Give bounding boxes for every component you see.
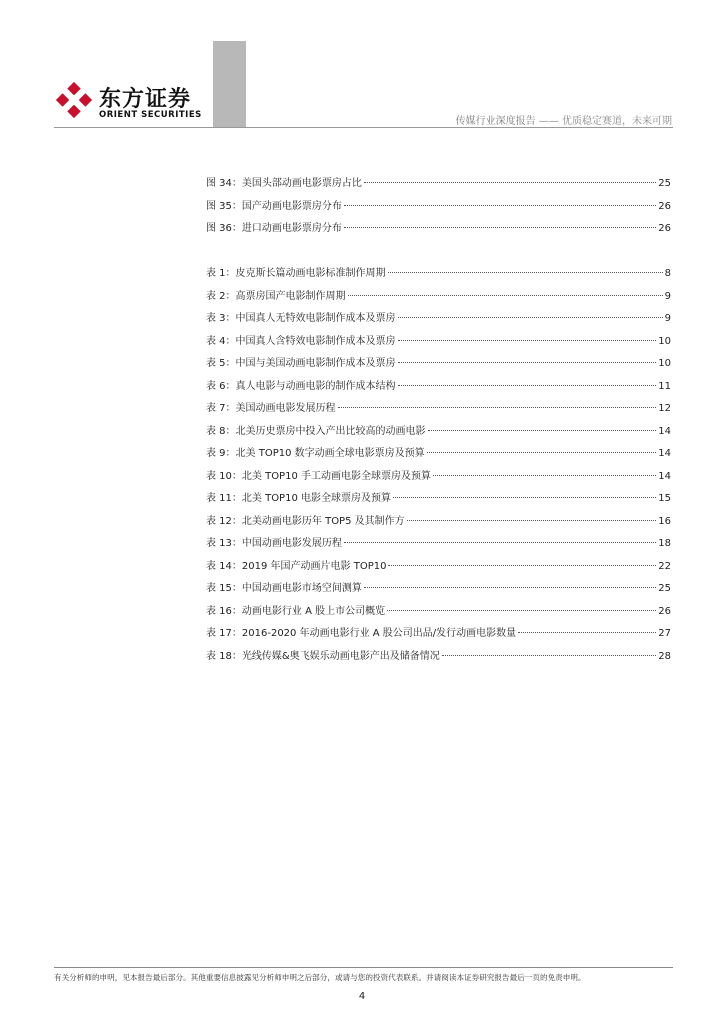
toc-entry[interactable]	[206, 534, 671, 557]
toc-entry[interactable]	[206, 219, 671, 242]
toc-page: 15	[658, 493, 671, 504]
toc-entry[interactable]	[206, 624, 671, 647]
toc-entry[interactable]	[206, 444, 671, 467]
dot-leader	[398, 317, 663, 318]
figure-list	[206, 174, 671, 242]
dot-leader	[388, 565, 656, 566]
toc-label: 表 12：北美动画电影历年 TOP5 及其制作方	[206, 515, 405, 527]
toc-label: 表 18：光线传媒&奥飞娱乐动画电影产出及储备情况	[206, 650, 440, 662]
toc-entry[interactable]	[206, 512, 671, 535]
page-number: 4	[358, 991, 366, 1002]
toc-page: 10	[658, 358, 671, 369]
report-subtitle: —— 优质稳定赛道，未来可期	[538, 116, 672, 127]
toc-page: 10	[658, 335, 671, 347]
toc-page: 26	[658, 200, 671, 212]
toc-label: 表 16：动画电影行业 A 股上市公司概览	[206, 605, 386, 617]
toc-label: 表 5：中国与美国动画电影制作成本及票房	[206, 358, 396, 369]
dot-leader	[364, 587, 656, 588]
toc-label: 表 7：美国动画电影发展历程	[206, 403, 336, 414]
dot-leader	[387, 610, 656, 611]
header-accent-bar	[213, 41, 246, 128]
toc-page: 8	[664, 268, 671, 279]
toc-label: 表 14：2019 年国产动画片电影 TOP10	[206, 560, 387, 572]
toc-label: 表 11：北美 TOP10 电影全球票房及预算	[206, 493, 391, 504]
dot-leader	[442, 655, 657, 656]
toc-page: 25	[658, 583, 671, 594]
toc-entry[interactable]	[206, 489, 671, 512]
dot-leader	[344, 227, 656, 228]
toc-page: 9	[664, 290, 671, 302]
company-name-cn: 东方证券	[99, 87, 192, 112]
dot-leader	[344, 205, 656, 206]
toc-page: 11	[658, 380, 671, 392]
toc-label: 图 36：进口动画电影票房分布	[206, 223, 342, 234]
toc-entry[interactable]	[206, 264, 671, 287]
toc-label: 表 9：北美 TOP10 数字动画全球电影票房及预算	[206, 448, 425, 459]
toc-entry[interactable]	[206, 377, 671, 400]
toc-entry[interactable]	[206, 354, 671, 377]
toc-page: 16	[658, 515, 671, 527]
toc-label: 表 15：中国动画电影市场空间测算	[206, 583, 362, 594]
toc-page: 9	[664, 313, 671, 324]
footer-rule	[54, 967, 673, 968]
toc-entry[interactable]	[206, 557, 671, 580]
dot-leader	[398, 362, 657, 363]
toc-entry[interactable]	[206, 399, 671, 422]
toc-page: 18	[658, 538, 671, 549]
toc-page: 25	[658, 178, 671, 189]
dot-leader	[338, 407, 657, 408]
dot-leader	[398, 385, 657, 386]
toc-entry[interactable]	[206, 332, 671, 355]
report-type: 传媒行业深度报告	[455, 116, 536, 127]
toc-page: 12	[658, 403, 671, 414]
toc-entry[interactable]	[206, 197, 671, 220]
toc-entry[interactable]	[206, 579, 671, 602]
toc-page: 28	[658, 650, 671, 662]
dot-leader	[398, 340, 657, 341]
toc-page: 27	[658, 628, 671, 639]
dot-leader	[433, 475, 656, 476]
toc-label: 表 10：北美 TOP10 手工动画电影全球票房及预算	[206, 470, 431, 482]
toc-label: 表 8：北美历史票房中投入产出比较高的动画电影	[206, 425, 426, 437]
toc-entry[interactable]	[206, 309, 671, 332]
dot-leader	[348, 295, 663, 296]
report-header	[456, 112, 672, 127]
toc-page: 14	[658, 470, 671, 482]
toc-entry[interactable]	[206, 422, 671, 445]
toc-entry[interactable]	[206, 647, 671, 670]
toc-page: 26	[658, 223, 671, 234]
dot-leader	[427, 452, 657, 453]
dot-leader	[393, 497, 656, 498]
toc-page: 26	[658, 605, 671, 617]
toc-entry[interactable]	[206, 467, 671, 490]
header-rule	[54, 127, 673, 128]
toc-label: 表 3：中国真人无特效电影制作成本及票房	[206, 313, 396, 324]
toc-label: 图 35：国产动画电影票房分布	[206, 200, 342, 212]
toc-label: 表 17：2016-2020 年动画电影行业 A 股公司出品/发行动画电影数量	[206, 628, 517, 639]
company-name-en: ORIENT SECURITIES	[99, 110, 202, 120]
toc-entry[interactable]	[206, 287, 671, 310]
orient-logo-icon	[55, 81, 93, 119]
dot-leader	[344, 542, 656, 543]
dot-leader	[364, 182, 656, 183]
toc-entry[interactable]	[206, 174, 671, 197]
table-list	[206, 264, 671, 669]
footer-disclaimer: 有关分析师的申明，见本报告最后部分。其他重要信息披露见分析师申明之后部分，或请与您的投资代表联系。并请阅读本证券研究报告最后一页的免责申明。	[54, 973, 586, 982]
dot-leader	[428, 430, 657, 431]
toc-page: 14	[658, 448, 671, 459]
toc-page: 14	[658, 425, 671, 437]
dot-leader	[388, 272, 663, 273]
toc-label: 表 4：中国真人含特效电影制作成本及票房	[206, 335, 396, 347]
dot-leader	[407, 520, 657, 521]
toc-label: 表 13：中国动画电影发展历程	[206, 538, 342, 549]
company-logo	[55, 80, 225, 130]
toc-label: 表 1：皮克斯长篇动画电影标准制作周期	[206, 268, 386, 279]
dot-leader	[518, 632, 656, 633]
toc-page: 22	[658, 560, 671, 572]
toc-label: 表 6：真人电影与动画电影的制作成本结构	[206, 380, 396, 392]
toc-entry[interactable]	[206, 602, 671, 625]
toc-label: 表 2：高票房国产电影制作周期	[206, 290, 346, 302]
toc-label: 图 34：美国头部动画电影票房占比	[206, 178, 362, 189]
